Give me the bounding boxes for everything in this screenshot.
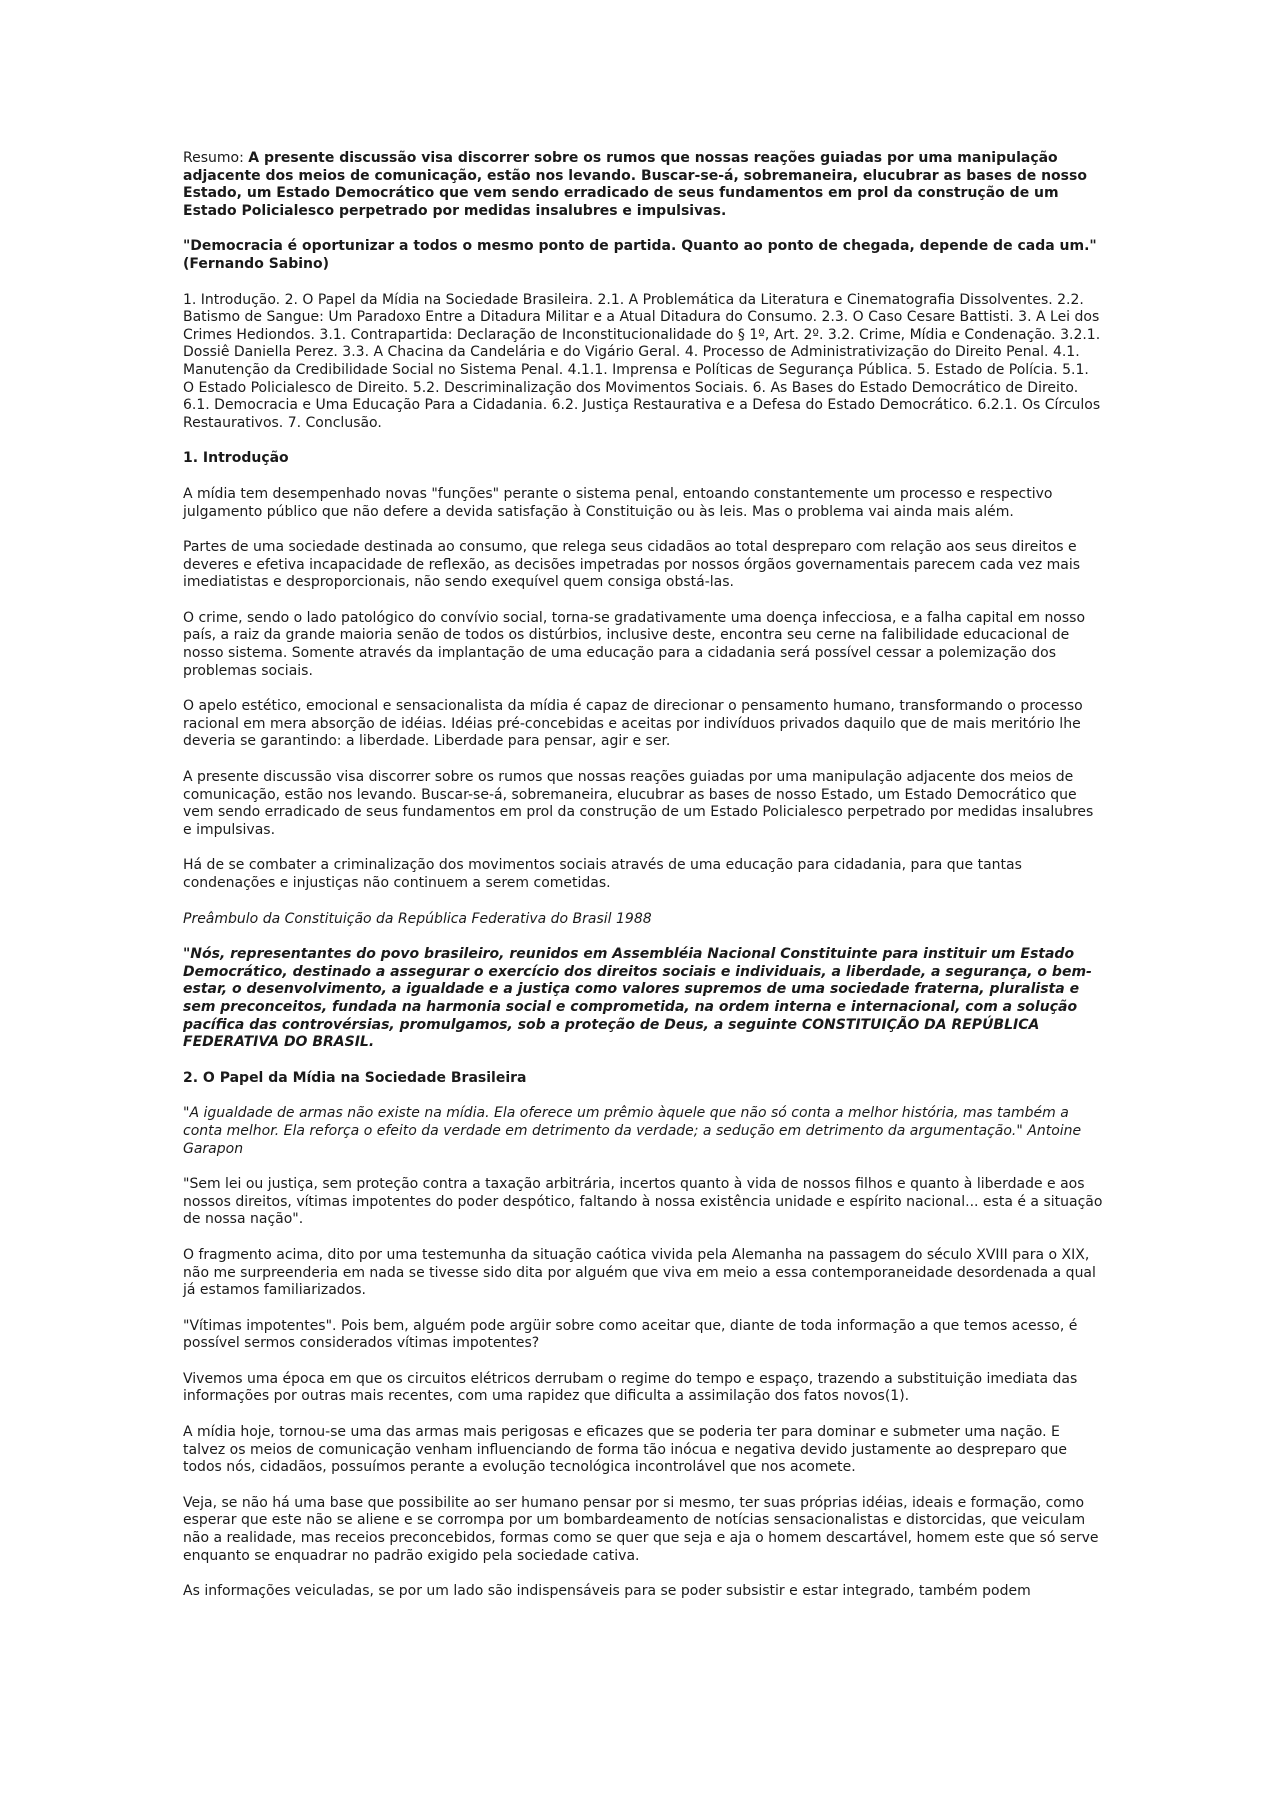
epigraph: "Democracia é oportunizar a todos o mesmo ponto de partida. Quanto ao ponto de chegada, depende de cada um." (Fernando Sabino) [183,238,1097,272]
section-2-paragraph: Vivemos uma época em que os circuitos elétricos derrubam o regime do tempo e espaço, trazendo a substituição imediata das informações por outras mais recentes, com uma rapidez que dificulta a assimilação dos fatos novos(1). [183,1370,1078,1405]
preamble-text: "Nós, representantes do povo brasileiro, reunidos em Assembléia Nacional Constituinte para instituir um Estado Democrático, destinado a assegurar o exercício dos direitos sociais e individuais, a liberdade, a segurança, o bem-estar, o desenvolvimento, a igualdade e a justiça como valores supremos de uma sociedade fraterna, pluralista e sem preconceitos, fundada na harmonia social e comprometida, na ordem interna e internacional, com a solução pacífica das controvérsias, promulgamos, sob a proteção de Deus, a seguinte [183,946,1092,1033]
section-2-paragraph: O fragmento acima, dito por uma testemunha da situação caótica vivida pela Alemanha na passagem do século XVIII para o XIX, não me surpreenderia em nada se tivesse sido dita por alguém que viva em meio a essa contemporaneidade desordenada a qual já estamos familiarizados. [183,1246,1096,1299]
preamble [183,946,1103,1052]
abstract [183,150,1103,220]
section-1-paragraph: Partes de uma sociedade destinada ao consumo, que relega seus cidadãos ao total despreparo com relação aos seus direitos e deveres e efetiva incapacidade de reflexão, as decisões impetradas por nossos órgãos governamentais parecem cada vez mais imediatistas e desproporcionais, não sendo exequível quem consiga obstá-las. [183,539,1081,591]
section-2-heading: 2. O Papel da Mídia na Sociedade Brasileira [183,1069,527,1086]
section-2-quote: "A igualdade de armas não existe na mídia. Ela oferece um prêmio àquele que não só conta a melhor história, mas também a conta melhor. Ela reforça o efeito da verdade em detrimento da verdade; a sedução em detrimento da argumentação." Antoine Garapon [183,1105,1082,1157]
summary: 1. Introdução. 2. O Papel da Mídia na Sociedade Brasileira. 2.1. A Problemática da Literatura e Cinematografia Dissolventes. 2.2. Batismo de Sangue: Um Paradoxo Entre a Ditadura Militar e a Atual Ditadura do Consumo. 2.3. O Caso Cesare Battisti. 3. A Lei dos Crimes Hediondos. 3.1. Contrapartida: Declaração de Inconstitucionalidade do § 1º, Art. 2º. 3.2. Crime, Mídia e Condenação. 3.2.1. Dossiê Daniella Perez. 3.3. A Chacina da Candelária e do Vigário Geral. 4. Processo de Administrativização do Direito Penal. 4.1. Manutenção da Credibilidade Social no Sistema Penal. 4.1.1. Imprensa e Políticas de Segurança Pública. 5. Estado de Polícia. 5.1. O Estado Policialesco de Direito. 5.2. Descriminalização dos Movimentos Sociais. 6. As Bases do Estado Democrático de Direito. 6.1. Democracia e Uma Educação Para a Cidadania. 6.2. Justiça Restaurativa e a Defesa do Estado Democrático. 6.2.1. Os Círculos Restaurativos. 7. Conclusão. [183,291,1101,431]
document-page [183,150,1103,1619]
section-1-heading: 1. Introdução [183,450,289,467]
section-1-paragraph: A presente discussão visa discorrer sobre os rumos que nossas reações guiadas por uma manipulação adjacente dos meios de comunicação, estão nos levando. Buscar-se-á, sobremaneira, elucubrar as bases de nosso Estado, um Estado Democrático que vem sendo erradicado de seus fundamentos em prol da construção de um Estado Policialesco perpetrado por medidas insalubres e impulsivas. [183,769,1094,838]
section-1-paragraph: A mídia tem desempenhado novas "funções" perante o sistema penal, entoando constantemente um processo e respectivo julgamento público que não defere a devida satisfação à Constituição ou às leis. Mas o problema vai ainda mais além. [183,485,1053,520]
section-1-paragraph: O crime, sendo o lado patológico do convívio social, torna-se gradativamente uma doença infecciosa, e a falha capital em nosso país, a raiz da grande maioria senão de todos os distúrbios, inclusive deste, encontra seu cerne na falibilidade educacional de nosso sistema. Somente através da implantação de uma educação para a cidadania será possível cessar a polemização dos problemas sociais. [183,609,1086,679]
section-2-paragraph: "Vítimas impotentes". Pois bem, alguém pode argüir sobre como aceitar que, diante de toda informação a que temos acesso, é possível sermos considerados vítimas impotentes? [183,1317,1078,1352]
section-2-paragraph: As informações veiculadas, se por um lado são indispensáveis para se poder subsistir e estar integrado, também podem [183,1583,1031,1600]
preamble-title: Preâmbulo da Constituição da República Federativa do Brasil 1988 [183,910,652,927]
section-2-paragraph: Veja, se não há uma base que possibilite ao ser humano pensar por si mesmo, ter suas próprias idéias, ideais e formação, como esperar que este não se aliene e se corrompa por um bombardeamento de notícias sensacionalistas e distorcidas, que veiculam não a realidade, mas receios preconcebidos, formas como se quer que seja e aja o homem descartável, homem este que só serve enquanto se enquadrar no padrão exigido pela sociedade cativa. [183,1494,1099,1564]
abstract-text: A presente discussão visa discorrer sobre os rumos que nossas reações guiadas por uma manipulação adjacente dos meios de comunicação, estão nos levando. Buscar-se-á, sobremaneira, elucubrar as bases de nosso Estado, um Estado Democrático que vem sendo erradicado de seus fundamentos em prol da construção de um Estado Policialesco perpetrado por medidas insalubres e impulsivas. [183,150,1087,219]
section-2-paragraph: "Sem lei ou justiça, sem proteção contra a taxação arbitrária, incertos quanto à vida de nossos filhos e quanto à liberdade e aos nossos direitos, vítimas impotentes do poder despótico, faltando à nossa existência unidade e espírito nacional... esta é a situação de nossa nação". [183,1176,1103,1228]
preamble-end: CONSTITUIÇÃO DA REPÚBLICA FEDERATIVA DO BRASIL. [183,1016,1040,1051]
abstract-label: Resumo: [183,150,249,166]
section-2-paragraph: A mídia hoje, tornou-se uma das armas mais perigosas e eficazes que se poderia ter para dominar e submeter uma nação. E talvez os meios de comunicação venham influenciando de forma tão inócua e negativa devido justamente ao despreparo que todos nós, cidadãos, possuímos perante a evolução tecnológica incontrolável que nos acomete. [183,1424,1068,1476]
section-1-paragraph: O apelo estético, emocional e sensacionalista da mídia é capaz de direcionar o pensamento humano, transformando o processo racional em mera absorção de idéias. Idéias pré-concebidas e aceitas por indivíduos privados daquilo que de mais meritório lhe deveria se garantindo: a liberdade. Liberdade para pensar, agir e ser. [183,698,1083,750]
section-1-paragraph: Há de se combater a criminalização dos movimentos sociais através de uma educação para cidadania, para que tantas condenações e injustiças não continuem a serem cometidas. [183,857,1022,891]
